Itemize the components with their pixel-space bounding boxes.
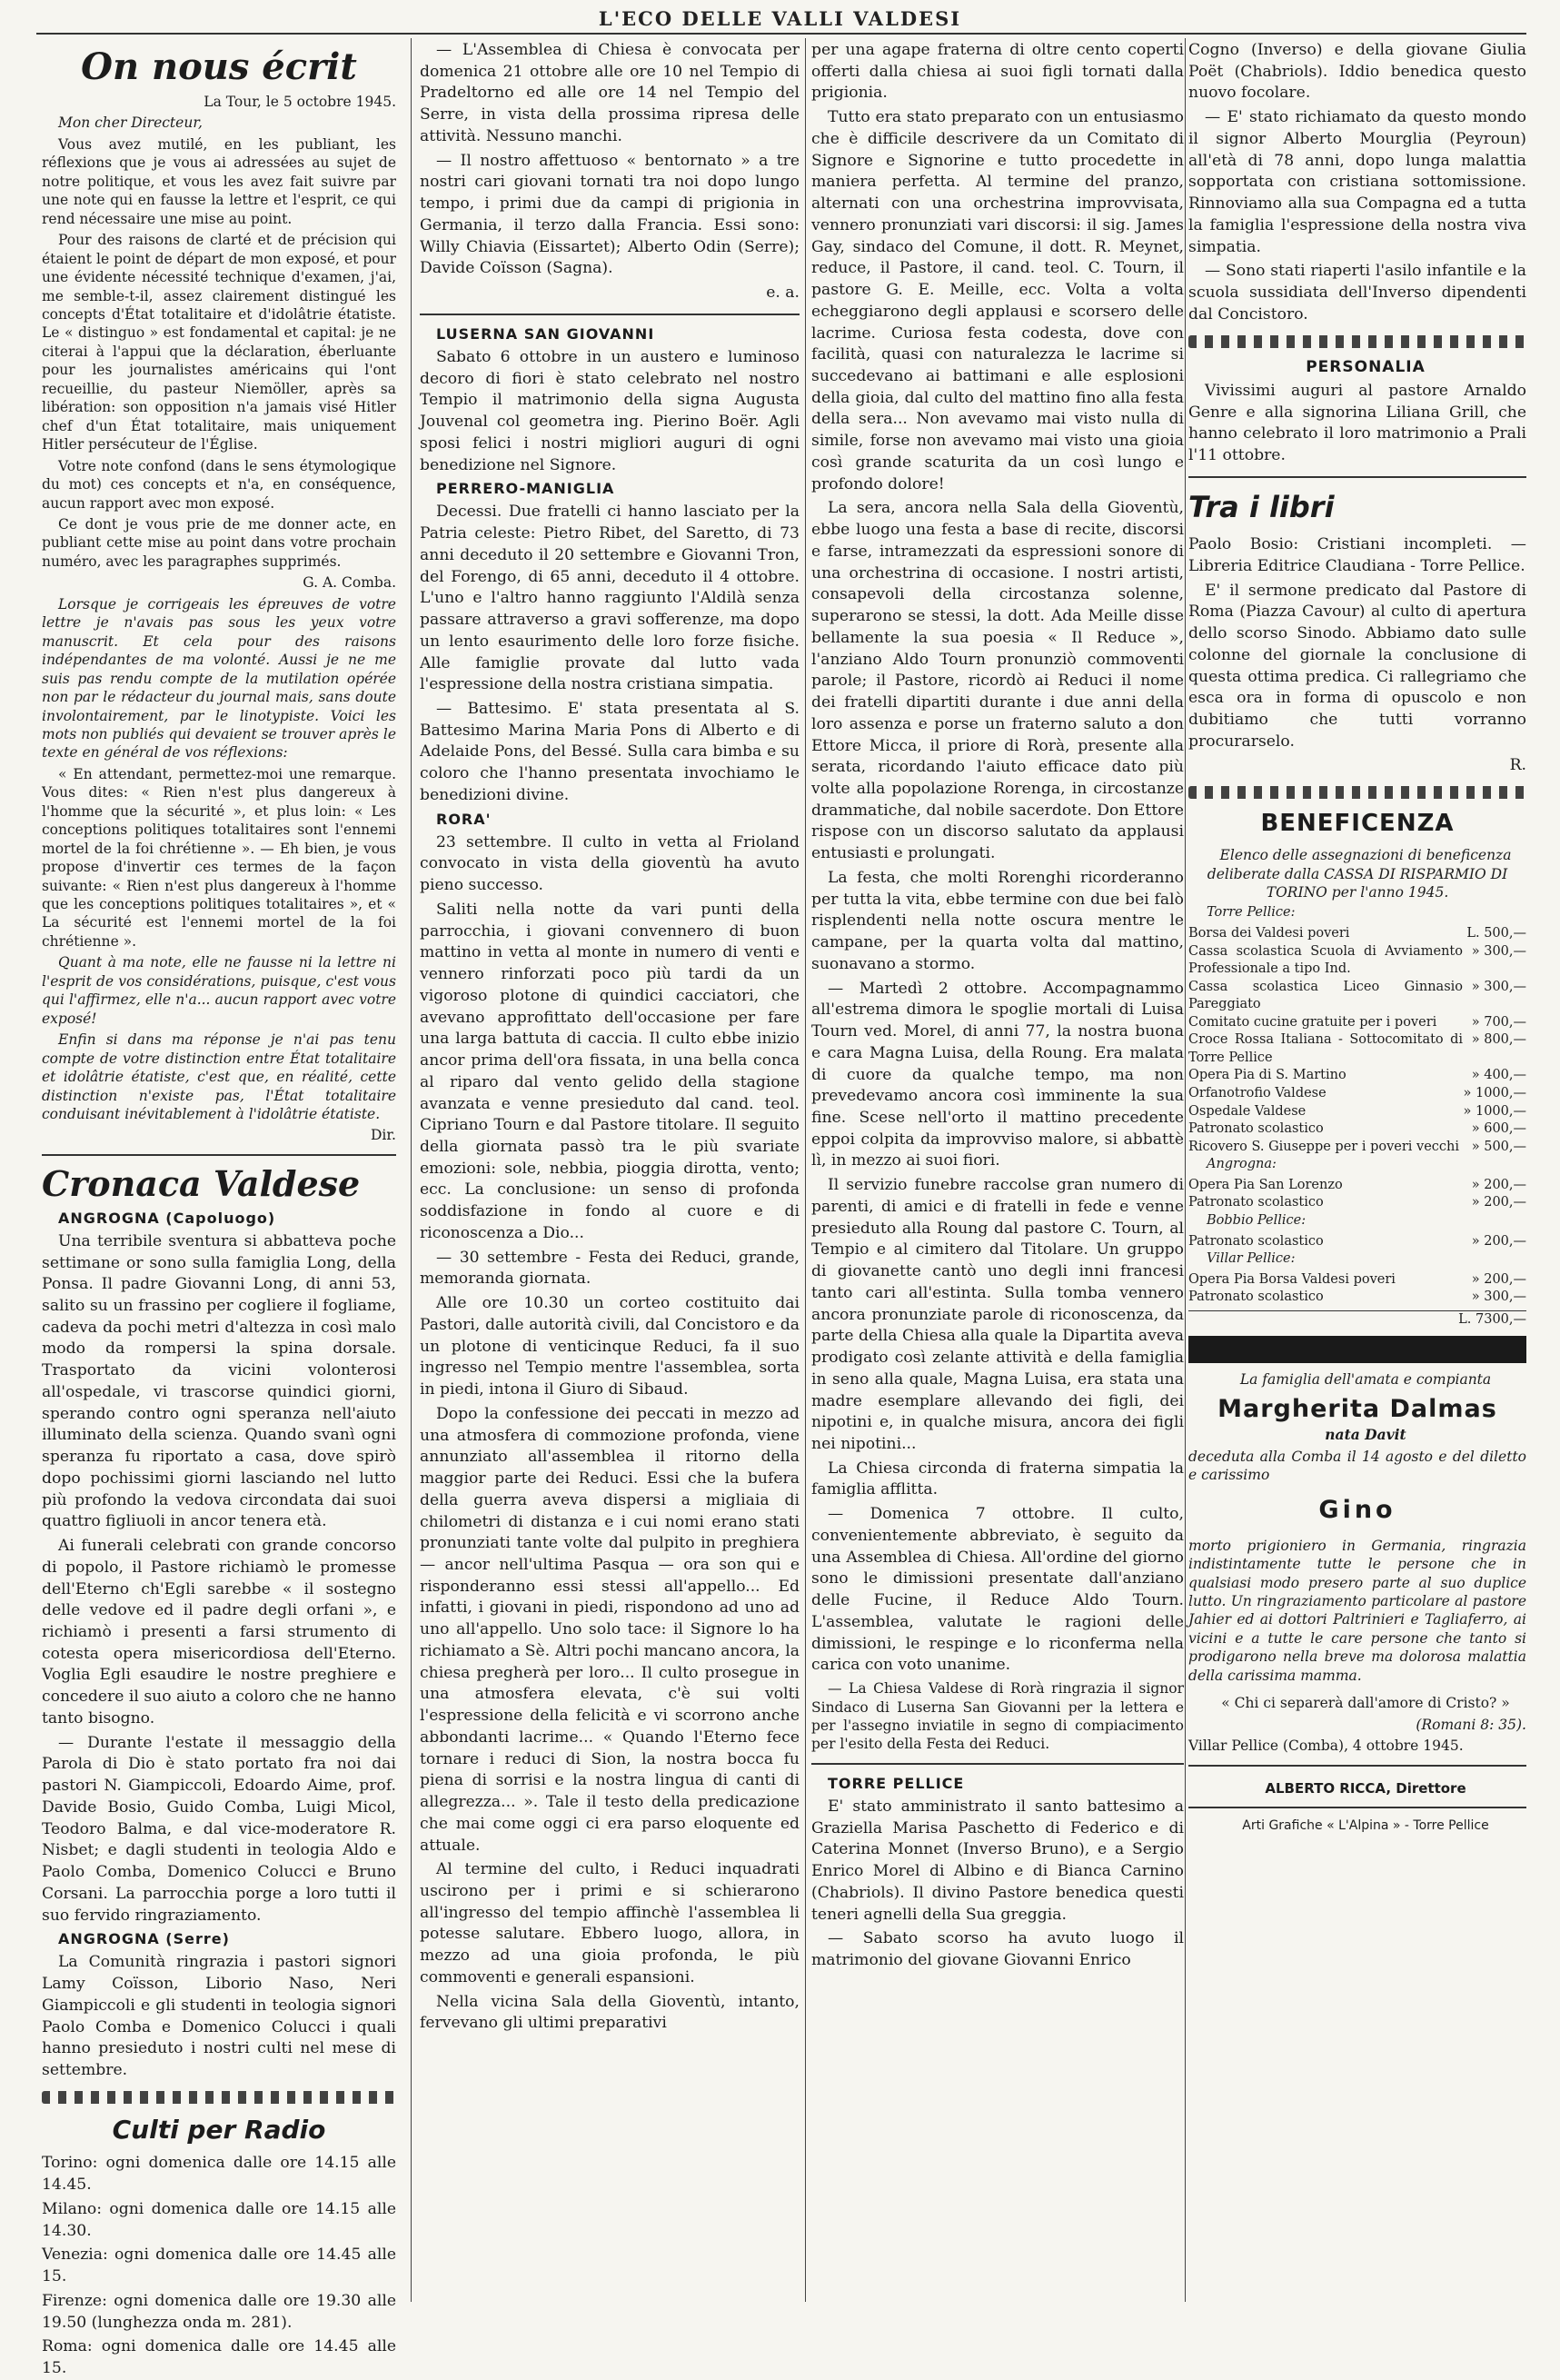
column-divider [411, 38, 412, 2302]
beneficenza-row [1188, 1139, 1526, 1157]
article-paragraph: Dopo la confessione dei peccati in mezzo ad una atmosfera di commozione profonda, viene annunziato all'assemblea il ritorno della maggior parte dei Reduci. Essi che la bufera della guerra aveva dispersi a migliaia di chilometri di distanza e i cui nomi erano stati pronunziati tante volte dal pulpito in preghiera — ancor nell'ultima Pasqua — ora son qui e risponderanno essi stessi all'appello... Ed infatti, i giovani in piedi, rispondono ad uno ad uno all'appello. Uno solo tace: il Signore lo ha richiamato a Sè. Altri pochi mancano ancora, la chiesa pregherà per loro... Il culto prosegue in una atmosfera elevata, c'è sui volti l'espressione della felicità e vi scorrono anche abbondanti lacrime... « Quando l'Eterno fece tornare i reduci di Sion, la nostra bocca fu piena di sorrisi e la nostra lingua di canti di allegrezza... ». Tale il testo della predicazione che mai come oggi ci era parso eloquente ed attuale. [420, 1404, 800, 1855]
beneficenza-total: L. 7300,— [1458, 1311, 1526, 1327]
beneficenza-row [1188, 1194, 1526, 1212]
list-subheading: Bobbio Pellice: [1207, 1212, 1307, 1228]
article-paragraph: Alle ore 10.30 un corteo costituito dai Pastori, dalle autorità civili, dal Concistoro e da un plotone di venticinque Reduci, fa il suo ingresso nel Tempio mentre l'assemblea, sorta in piedi, intona il Giuro di Sibaud. [420, 1294, 800, 1399]
beneficenza-amount: » 200,— [1471, 1177, 1526, 1192]
column-divider [1185, 38, 1186, 2302]
beneficenza-amount: » 800,— [1471, 1032, 1526, 1048]
article-paragraph: — E' stato richiamato da questo mondo il signor Alberto Mourglia (Peyroun) all'età di 78 anni, dopo lunga malattia sopportata con cristiana sottomissione. Rinnoviamo alla sua Compagna ed a tutta la famiglia l'espressione della nostra viva simpatia. [1188, 108, 1526, 256]
section-heading-torre-pellice: TORRE PELLICE [828, 1774, 965, 1792]
article-paragraph: — Sono stati riaperti l'asilo infantile e la scuola sussidiata dell'Inverso dipendenti dal Concistoro. [1188, 262, 1526, 324]
book-title: Paolo Bosio: Cristiani incompleti. — Libreria Editrice Claudiana - Torre Pellice. [1188, 535, 1526, 575]
director-credit: ALBERTO RICCA, Direttore [1265, 1779, 1466, 1797]
beneficenza-row [1188, 1233, 1526, 1251]
personalia-heading: PERSONALIA [1306, 357, 1426, 376]
letter-paragraph: Pour des raisons de clarté et de précision qui étaient le point de départ de mon exposé, et pour une évidente nécessité technique d'examen, j'ai, me semble-t-il, assez clairement distingué les concepts d'État totalitaire et d'idolâtrie étatiste. Le « distinguo » est fondamental et capital: je ne citerai à l'appui que la déclaration, éberluante pour les journalistes américains qui l'ont recueillie, du pasteur Niemöller, après sa libération: son opposition n'a jamais visé Hitler chef d'un État totalitaire, mais uniquement Hitler persécuteur de l'Église. [42, 232, 396, 453]
section-rule [42, 1154, 396, 1156]
letter-salutation: Mon cher Directeur, [58, 115, 203, 132]
letter-signature: G. A. Comba. [303, 574, 396, 592]
beneficenza-recipient: Opera Pia San Lorenzo [1188, 1177, 1343, 1192]
beneficenza-row [1188, 1120, 1526, 1139]
beneficenza-intro: Elenco delle assegnazioni di beneficenza deliberate dalla CASSA DI RISPARMIO DI TORINO per l'anno 1945. [1207, 847, 1512, 901]
list-subheading: Torre Pellice: [1207, 905, 1296, 921]
beneficenza-recipient: Patronato scolastico [1188, 1195, 1324, 1210]
beneficenza-recipient: Orfanotrofio Valdese [1188, 1086, 1326, 1101]
section-heading-angrogna: ANGROGNA (Capoluogo) [58, 1209, 276, 1227]
letter-paragraph: Ce dont je vous prie de me donner acte, en publiant cette mise au point dans votre prochain numéro, avec les paragraphes supprimés. [42, 515, 396, 570]
beneficenza-amount: » 1000,— [1463, 1103, 1526, 1119]
section-heading-rora: RORA' [436, 810, 492, 828]
article-paragraph: Nella vicina Sala della Gioventù, intanto, fervevano gli ultimi preparativi [420, 1992, 800, 2033]
article-paragraph: — Sabato scorso ha avuto luogo il matrimonio del giovane Giovanni Enrico [811, 1929, 1184, 1970]
radio-schedule-item: Roma: ogni domenica dalle ore 14.45 alle 15. [42, 2337, 396, 2378]
obituary-name-gino: Gino [1318, 1496, 1396, 1525]
beneficenza-amount: » 200,— [1471, 1195, 1526, 1210]
beneficenza-amount: » 200,— [1471, 1233, 1526, 1249]
beneficenza-row [1188, 1103, 1526, 1121]
article-paragraph: La sera, ancora nella Sala della Gioventù, ebbe luogo una festa a base di recite, discorsi e farse, intramezzati da espressioni sonore di una orchestrina di occasione. I nostri artisti, consapevoli della circostanza solenne, superarono se stessi, la dott. Ada Meille disse bellamente la sua poesia « Il Reduce », l'anziano Aldo Tourn pronunziò commoventi parole; il Pastore, ricordò ai Reduci il nome dei fratelli dipartiti durante i due anni della loro assenza e porse un fraterno saluto a don Ettore Micca, il priore di Rorà, presente alla serata, ricordando l'aiuto efficace dato più volte alla popolazione Rorenga, in circostanze drammatiche, dal nobile sacerdote. Don Ettore rispose con un discorso salutato da applausi entusiasti e prolungati. [811, 499, 1184, 863]
article-paragraph: Saliti nella notte da vari punti della parrocchia, i giovani convennero di buon mattino in vetta al monte in numero di venti e vennero rinforzati poco più tardi da un vigoroso plotone di quindici cacciatori, che avevano approfittato dell'occasione per fare una larga battuta di caccia. Il culto ebbe inizio ancor prima dell'ora fissata, in una bella conca al riparo dal vento gelido della stagione avanzata e venne presieduto dal cand. teol. Cipriano Tourn e dal Pastore titolare. Il seguito della giornata passò tra le più svariate emozioni: sole, nebbia, pioggia dirotta, vento; ecc. La conclusione: un senso di profonda soddisfazione in fondo al cuore e di riconoscenza a Dio... [420, 900, 800, 1242]
radio-schedule-item: Milano: ogni domenica dalle ore 14.15 alle 14.30. [42, 2199, 396, 2240]
article-paragraph: — La Chiesa Valdese di Rorà ringrazia il signor Sindaco di Luserna San Giovanni per la lettera e per l'assegno inviatile in segno di compiacimento per l'esito della Festa dei Reduci. [811, 1680, 1184, 1753]
obituary-intro: La famiglia dell'amata e compianta [1239, 1371, 1492, 1389]
article-paragraph: Una terribile sventura si abbatteva poche settimane or sono sulla famiglia Long, della Ponsa. Il padre Giovanni Long, di anni 53, salito su un frassino per cogliere il fogliame, cadeva da pochi metri d'altezza in così malo modo da rompersi la spina dorsale. Trasportato da vicini volonterosi all'ospedale, vi trascorse quindici giorni, sperando contro ogni speranza nell'aiuto illuminato della scienza. Quando svanì ogni speranza fu riportato a casa, dove spirò dopo pochissimi giorni lasciando nel lutto più profondo la vedova circondata dai suoi quattro figliuoli in ancor tenera età. [42, 1231, 396, 1531]
section-rule [1188, 1765, 1526, 1767]
printer-credit: Arti Grafiche « L'Alpina » - Torre Pellice [1242, 1818, 1489, 1834]
reply-paragraph: Quant à ma note, elle ne fausse ni la lettre ni l'esprit de vos considérations, puisque, c'est vous qui l'affirmez, elle n'a... aucun rapport avec votre exposé! [42, 954, 396, 1027]
decorative-divider [1188, 786, 1526, 799]
black-bar [1188, 1336, 1526, 1363]
column-1 [42, 40, 396, 2378]
reply-paragraph: Lorsque je corrigeais les épreuves de votre lettre je n'avais pas sous les yeux votre manuscrit. Et cela pour des raisons indépendantes de ma volonté. Aussi je ne me suis pas rendu compte de la mutilation opérée non par le rédacteur du journal mais, sans doute involontairement, par le linotypiste. Voici les mots non publiés qui devaient se trouver après le texte en général de vos réflexions: [42, 595, 396, 762]
beneficenza-row [1188, 1067, 1526, 1085]
decorative-divider [1188, 335, 1526, 348]
section-rule [1188, 476, 1526, 478]
article-paragraph: — Domenica 7 ottobre. Il culto, convenientemente abbreviato, è seguito da una Assemblea di Chiesa. All'ordine del giorno sono le dimissioni presentate dall'anziano delle Fucine, il Reduce Aldo Tourn. L'assemblea, valutate le ragioni delle dimissioni, le respinge e lo riconferma nella carica con voto unanime. [811, 1505, 1184, 1675]
radio-schedule-item: Torino: ogni domenica dalle ore 14.15 alle 14.45. [42, 2154, 396, 2195]
decorative-divider [42, 2091, 396, 2104]
beneficenza-row [1188, 943, 1526, 979]
column-4 [1188, 40, 1526, 2303]
beneficenza-amount: » 600,— [1471, 1121, 1526, 1137]
beneficenza-row [1188, 1177, 1526, 1195]
article-paragraph: — Martedì 2 ottobre. Accompagnammo all'estrema dimora le spoglie mortali di Luisa Tourn ved. Morel, di anni 77, la nostra buona e cara Magna Luisa, della Roung. Era malata di cuore da qualche tempo, ma non prevedevamo ancora così imminente la sua fine. Scese nell'orto il mattino precedente eppoi colpita da improvviso malore, si abbattè lì, in mezzo ai suoi fiori. [811, 979, 1184, 1170]
article-paragraph: Tutto era stato preparato con un entusiasmo che è difficile descrivere da un Comitato di Signore e Signorine e tutto procedette in maniera perfetta. Al termine del pranzo, alternati con una orchestrina improvvisata, vennero pronunziati vari discorsi: il sig. James Gay, sindaco del Comune, il dott. R. Meynet, reduce, il Pastore, il cand. teol. C. Tourn, il pastore G. E. Meille, ecc. Volta a volta echeggiarono degli applausi e scorsero delle lacrime. Curiosa festa codesta, dove con facilità, quasi con naturalezza le lacrime si succedevano ai battimani e alle esplosioni della gioia, dal culto del mattino fino alla festa della sera... Non avevamo mai visto nulla di simile, forse non avevamo mai visto una gioia così grande scaturita da un così lungo e profondo dolore! [811, 108, 1184, 493]
obituary-text: morto prigioniero in Germania, ringrazia indistintamente tutte le persone che in qualsiasi modo presero parte al suo duplice lutto. Un ringraziamento particolare al pastore Jahier ed ai dottori Paltrinieri e Tagliaferro, ai vicini e a tutte le care persone che tanto si prodigarono nella breve ma dolorosa malattia della carissima mamma. [1188, 1537, 1526, 1684]
beneficenza-recipient: Opera Pia Borsa Valdesi poveri [1188, 1271, 1396, 1287]
section-heading-angrogna-serre: ANGROGNA (Serre) [58, 1930, 230, 1948]
tra-i-libri-heading: Tra i libri [1188, 489, 1335, 524]
beneficenza-row [1188, 1085, 1526, 1103]
article-paragraph: Il servizio funebre raccolse gran numero di parenti, di amici e di fratelli in fede e venne presieduto alla Roung dal pastore C. Tourn, al Tempio e al cimitero dal Titolare. Un gruppo di giovanette cantò uno degli inni francesi tanto cari all'estinta. Sulla tomba vennero ancora pronunziate parole di riconoscenza, da parte della Chiesa alla quale la Dipartita aveva prodigato così zelante attività e della famiglia in seno alla quale, Magna Luisa, era stata una madre esemplare allevando dei figli, dei nipotini e, in qualche misura, ancora dei figli nei nipotini... [811, 1176, 1184, 1453]
beneficenza-recipient: Ospedale Valdese [1188, 1103, 1307, 1119]
obituary-maiden-name: nata Davit [1325, 1426, 1406, 1444]
beneficenza-row [1188, 1031, 1526, 1067]
article-paragraph: La festa, che molti Rorenghi ricorderanno per tutta la vita, ebbe termine con due bei falò risplendenti nella notte oscura mentre le campane, per la quarta volta dal mattino, suonavano a stormo. [811, 868, 1184, 973]
article-paragraph: per una agape fraterna di oltre cento coperti offerti dalla chiesa ai suoi figli tornati dalla prigionia. [811, 41, 1184, 103]
article-paragraph: E' il sermone predicato dal Pastore di Roma (Piazza Cavour) al culto di apertura dello scorso Sinodo. Abbiamo dato sulle colonne del giornale la conclusione di questa ottima predica. Ci rallegriamo che esca ora in forma di opuscolo e non dubitiamo che tutti vorranno procurarselo. [1188, 581, 1526, 751]
beneficenza-recipient: Cassa scolastica Scuola di Avviamento Professionale a tipo Ind. [1188, 943, 1463, 977]
beneficenza-recipient: Ricovero S. Giuseppe per i poveri vecchi [1188, 1139, 1460, 1154]
cronaca-valdese-heading: Cronaca Valdese [42, 1162, 361, 1204]
beneficenza-row [1188, 1014, 1526, 1032]
beneficenza-list [1188, 904, 1526, 1329]
on-nous-ecrit-heading: On nous écrit [81, 45, 357, 88]
obituary-place-date: Villar Pellice (Comba), 4 ottobre 1945. [1188, 1738, 1464, 1755]
section-rule [420, 314, 800, 315]
letter-date: La Tour, le 5 octobre 1945. [204, 94, 396, 110]
article-paragraph: — Battesimo. E' stata presentata al S. Battesimo Marina Maria Pons di Alberto e di Adelaide Pons, del Bessé. Sulla cara bimba e su coloro che l'hanno presentata invochiamo le benedizioni divine. [420, 699, 800, 804]
article-paragraph: Decessi. Due fratelli ci hanno lasciato per la Patria celeste: Pietro Ribet, del Saretto, di 73 anni deceduto il 20 settembre e Giovanni Tron, del Forengo, di 65 anni, deceduto il 4 ottobre. L'uno e l'altro hanno raggiunto l'Aldilà senza passare attraverso a gravi sofferenze, ma dopo un lento esaurimento delle loro forze fisiche. Alle famiglie provate dal lutto vada l'espressione della nostra cristiana simpatia. [420, 503, 800, 694]
beneficenza-amount: » 700,— [1471, 1014, 1526, 1030]
beneficenza-row [1188, 979, 1526, 1014]
radio-schedule-item: Firenze: ogni domenica dalle ore 19.30 alle 19.50 (lunghezza onda m. 281). [42, 2291, 396, 2332]
beneficenza-recipient: Croce Rossa Italiana - Sottocomitato di Torre Pellice [1188, 1032, 1463, 1065]
bible-reference: (Romani 8: 35). [1416, 1716, 1526, 1733]
beneficenza-amount: L. 500,— [1466, 925, 1526, 941]
list-subheading: Angrogna: [1207, 1157, 1277, 1172]
reply-paragraph: Enfin si dans ma réponse je n'ai pas tenu compte de votre distinction entre État totalitaire et idolâtrie étatiste, c'est que, en réalité, cette distinction n'existe pas, l'État totalitaire conduisant inévitablement à l'idolâtrie étatiste. [42, 1031, 396, 1123]
beneficenza-heading: BENEFICENZA [1260, 810, 1455, 838]
article-paragraph: — Durante l'estate il messaggio della Parola di Dio è stato portato fra noi dai pastori N. Giampiccoli, Edoardo Aime, prof. Davide Bosio, Guido Comba, Luigi Micol, Teodoro Balma, e dal vice-moderatore R. Nisbet; e dagli studenti in teologia Aldo e Paolo Comba, Domenico Colucci e Bruno Corsani. La parrocchia porge a loro tutti il suo fervido ringraziamento. [42, 1733, 396, 1925]
section-heading-perrero: PERRERO-MANIGLIA [436, 480, 615, 498]
beneficenza-amount: » 1000,— [1463, 1086, 1526, 1101]
beneficenza-recipient: Opera Pia di S. Martino [1188, 1068, 1346, 1083]
bible-quote: « Chi ci separerà dall'amore di Cristo? » [1221, 1695, 1510, 1712]
beneficenza-recipient: Patronato scolastico [1188, 1121, 1324, 1137]
reply-signature: Dir. [370, 1127, 396, 1144]
article-paragraph: E' stato amministrato il santo battesimo a Graziella Marisa Paschetto di Federico e di Caterina Monnet (Inverso Bruno), e a Sergio Enrico Morel di Albino e di Bianca Carnino (Chabriols). Il divino Pastore benedica questi teneri agnelli della Sua greggia. [811, 1797, 1184, 1924]
letter-paragraph: Votre note confond (dans le sens étymologique du mot) ces concepts et n'a, en conséquence, aucun rapport avec mon exposé. [42, 457, 396, 512]
beneficenza-recipient: Patronato scolastico [1188, 1233, 1324, 1249]
column-3 [811, 40, 1184, 2303]
beneficenza-recipient: Comitato cucine gratuite per i poveri [1188, 1014, 1437, 1030]
beneficenza-row [1188, 925, 1526, 943]
beneficenza-amount: » 500,— [1471, 1139, 1526, 1154]
article-paragraph: Vivissimi auguri al pastore Arnaldo Genre e alla signorina Liliana Grill, che hanno celebrato il loro matrimonio a Prali l'11 ottobre. [1188, 382, 1526, 465]
article-paragraph: Cogno (Inverso) e della giovane Giulia Poët (Chabriols). Iddio benedica questo nuovo focolare. [1188, 41, 1526, 103]
obituary-name: Margherita Dalmas [1217, 1394, 1497, 1423]
obituary-text: deceduta alla Comba il 14 agosto e del diletto e carissimo [1188, 1448, 1526, 1483]
reply-quote: « En attendant, permettez-moi une remarque. Vous dites: « Rien n'est plus dangereux à l'homme que la sécurité », et plus loin: « Les conceptions politiques totalitaires sont l'ennemi mortel de la foi chrétienne ». — Eh bien, je vous propose d'invertir ces termes de la façon suivante: « Rien n'est plus dangereux à l'homme que les conceptions politiques totalitaires », et « La sécurité est l'ennemi mortel de la foi chrétienne ». [42, 765, 396, 950]
article-paragraph: — 30 settembre - Festa dei Reduci, grande, memoranda giornata. [420, 1248, 800, 1289]
article-paragraph: La Chiesa circonda di fraterna simpatia la famiglia afflitta. [811, 1459, 1184, 1499]
beneficenza-amount: » 300,— [1471, 1290, 1526, 1305]
section-rule [1188, 1807, 1526, 1808]
newspaper-header: L'ECO DELLE VALLI VALDESI [598, 7, 962, 30]
letter-paragraph: Vous avez mutilé, en les publiant, les réflexions que je vous ai adressées au sujet de notre politique, et vous les avez fait suivre par une note qui en fausse la lettre et l'esprit, ce qui rend nécessaire une mise au point. [42, 135, 396, 227]
list-subheading: Villar Pellice: [1207, 1251, 1296, 1267]
article-signature: e. a. [766, 284, 800, 303]
beneficenza-amount: » 300,— [1471, 979, 1526, 994]
article-paragraph: Ai funerali celebrati con grande concorso di popolo, il Pastore richiamò le promesse dell'Eterno ch'Egli sarebbe « il sostegno delle vedove ed il padre degli orfani », e richiamò i presenti a farsi strumento di cotesta opera misericordiosa dell'Eterno. Voglia Egli esaudire le nostre preghiere e concedere il suo aiuto a coloro che ne hanno tanto bisogno. [42, 1537, 396, 1728]
beneficenza-row [1188, 1271, 1526, 1290]
column-divider [805, 38, 806, 2302]
article-signature: R. [1509, 756, 1526, 775]
beneficenza-row [1188, 1289, 1526, 1307]
section-heading-luserna: LUSERNA SAN GIOVANNI [436, 324, 655, 343]
beneficenza-recipient: Borsa dei Valdesi poveri [1188, 925, 1350, 941]
beneficenza-amount: » 200,— [1471, 1271, 1526, 1287]
article-paragraph: — L'Assemblea di Chiesa è convocata per domenica 21 ottobre alle ore 10 nel Tempio di Pradeltorno ed alle ore 14 nel Tempio del Serre, in vista della prossima ripresa delle attività. Nessuno manchi. [420, 41, 800, 145]
radio-schedule-item: Venezia: ogni domenica dalle ore 14.45 alle 15. [42, 2246, 396, 2286]
article-paragraph: La Comunità ringrazia i pastori signori Lamy Coïsson, Liborio Naso, Neri Giampiccoli e gli studenti in teologia signori Paolo Comba e Domenico Colucci i quali hanno presieduto i nostri culti nel mese di settembre. [42, 1953, 396, 2080]
beneficenza-recipient: Patronato scolastico [1188, 1290, 1324, 1305]
article-paragraph: Al termine del culto, i Reduci inquadrati uscirono per i primi e si schierarono all'ingresso del tempio affinchè l'assemblea li potesse salutare. Ebbero luogo, allora, in mezzo ad una gioia profonda, le più commoventi e generali espansioni. [420, 1860, 800, 1987]
section-rule [811, 1763, 1184, 1765]
column-2 [420, 40, 800, 2303]
culti-radio-heading: Culti per Radio [112, 2114, 326, 2145]
header-rule [36, 33, 1526, 35]
article-paragraph: 23 settembre. Il culto in vetta al Frioland convocato in vista della gioventù ha avuto pieno successo. [420, 832, 800, 895]
beneficenza-recipient: Cassa scolastica Liceo Ginnasio Pareggiato [1188, 979, 1463, 1012]
article-paragraph: — Il nostro affettuoso « bentornato » a tre nostri cari giovani tornati tra noi dopo lungo tempo, i primi due da campi di prigionia in Germania, il terzo dalla Francia. Essi sono: Willy Chiavia (Eissartet); Alberto Odin (Serre); Davide Coïsson (Sagna). [420, 151, 800, 278]
beneficenza-amount: » 400,— [1471, 1068, 1526, 1083]
article-paragraph: Sabato 6 ottobre in un austero e luminoso decoro di fiori è stato celebrato nel nostro Tempio il matrimonio della signa Augusta Jouvenal col geometra ing. Pierino Boër. Agli sposi felici i nostri migliori auguri di ogni benedizione nel Signore. [420, 347, 800, 474]
beneficenza-amount: » 300,— [1471, 943, 1526, 959]
